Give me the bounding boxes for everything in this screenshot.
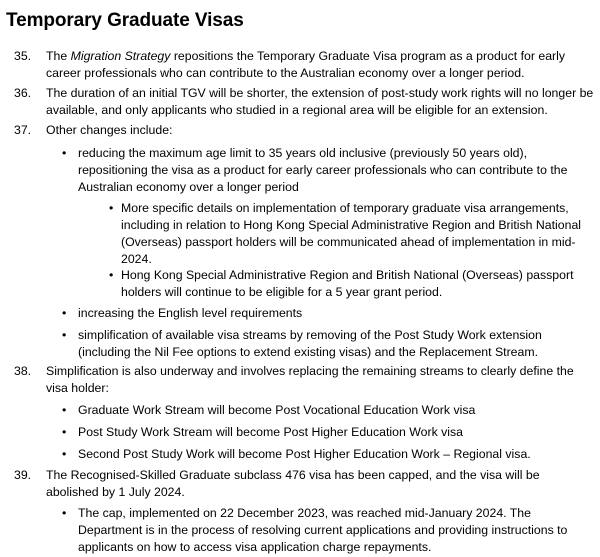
bullet-icon: •: [62, 403, 67, 417]
list-item-text: More specific details on implementation of temporary graduate visa arrangements, including in relation to Hong Kong Special Administrative Region and British National (Overseas) passport holders will be communicated ahead of implementation in mid-2024.: [121, 201, 582, 266]
list-item-text: Hong Kong Special Administrative Region and British National (Overseas) passport holders will continue to be eligible for a 5 year grant period.: [121, 268, 574, 299]
bullet-icon: •: [62, 146, 67, 160]
sub-list-item: [0, 267, 582, 301]
italic-title: Migration Strategy: [70, 49, 171, 63]
paragraph-number: 39.: [14, 468, 32, 482]
paragraph-text: Other changes include:: [46, 123, 173, 137]
list-item: [0, 402, 588, 419]
paragraph-text: The Recognised-Skilled Graduate subclass 476 visa has been capped, and the visa will be abolished by 1 July 2024.: [46, 468, 540, 499]
list-item-text: reducing the maximum age limit to 35 years old inclusive (previously 50 years old), repositioning the visa as a product for early career professionals who can contribute to the Australian economy over a longer period: [78, 146, 568, 194]
bullet-icon: •: [62, 328, 67, 342]
list-item: [0, 446, 588, 463]
paragraph-39: [0, 467, 594, 501]
list-item-text: The cap, implemented on 22 December 2023, was reached mid-January 2024. The Department is in the process of resolving current applications and providing instructions to applicants on how to access visa application charge repayments.: [78, 506, 568, 554]
paragraph-number: 37.: [14, 123, 32, 137]
section-heading: Temporary Graduate Visas: [6, 10, 244, 31]
paragraph-text: Simplification is also underway and involves replacing the remaining streams to clearly define the visa holder:: [46, 364, 574, 395]
paragraph-text-prefix: The: [46, 49, 71, 63]
bullet-icon: •: [62, 447, 67, 461]
sub-list-item: [0, 200, 582, 268]
list-item: [0, 145, 588, 196]
paragraph-38: [0, 363, 594, 397]
bullet-icon: •: [109, 268, 114, 282]
list-item: [0, 327, 588, 361]
paragraph-37: [0, 122, 594, 139]
list-item-text: increasing the English level requirements: [78, 306, 303, 320]
paragraph-number: 38.: [14, 364, 32, 378]
list-item-text: Graduate Work Stream will become Post Vocational Education Work visa: [78, 403, 476, 417]
list-item-text: Post Study Work Stream will become Post Higher Education Work visa: [78, 425, 463, 439]
paragraph-number: 35.: [14, 49, 32, 63]
list-item: [0, 424, 588, 441]
paragraph-35: [0, 48, 594, 82]
bullet-icon: •: [62, 506, 67, 520]
paragraph-36: [0, 85, 594, 119]
list-item: [0, 305, 588, 322]
list-item-text: simplification of available visa streams by removing of the Post Study Work extension (including the Nil Fee options to extend existing visas) and the Replacement Stream.: [78, 328, 542, 359]
bullet-icon: •: [109, 201, 114, 215]
paragraph-text: The duration of an initial TGV will be shorter, the extension of post-study work rights will no longer be available, and only applicants who studied in a regional area will be eligible for an extension.: [46, 86, 594, 117]
list-item-text: Second Post Study Work will become Post Higher Education Work – Regional visa.: [78, 447, 531, 461]
bullet-icon: •: [62, 306, 67, 320]
paragraph-number: 36.: [14, 86, 32, 100]
paragraph-text-suffix: repositions the Temporary Graduate Visa program as a product for early career professionals who can contribute to the Australian economy over a longer period.: [46, 49, 566, 80]
list-item: [0, 505, 588, 556]
bullet-icon: •: [62, 425, 67, 439]
